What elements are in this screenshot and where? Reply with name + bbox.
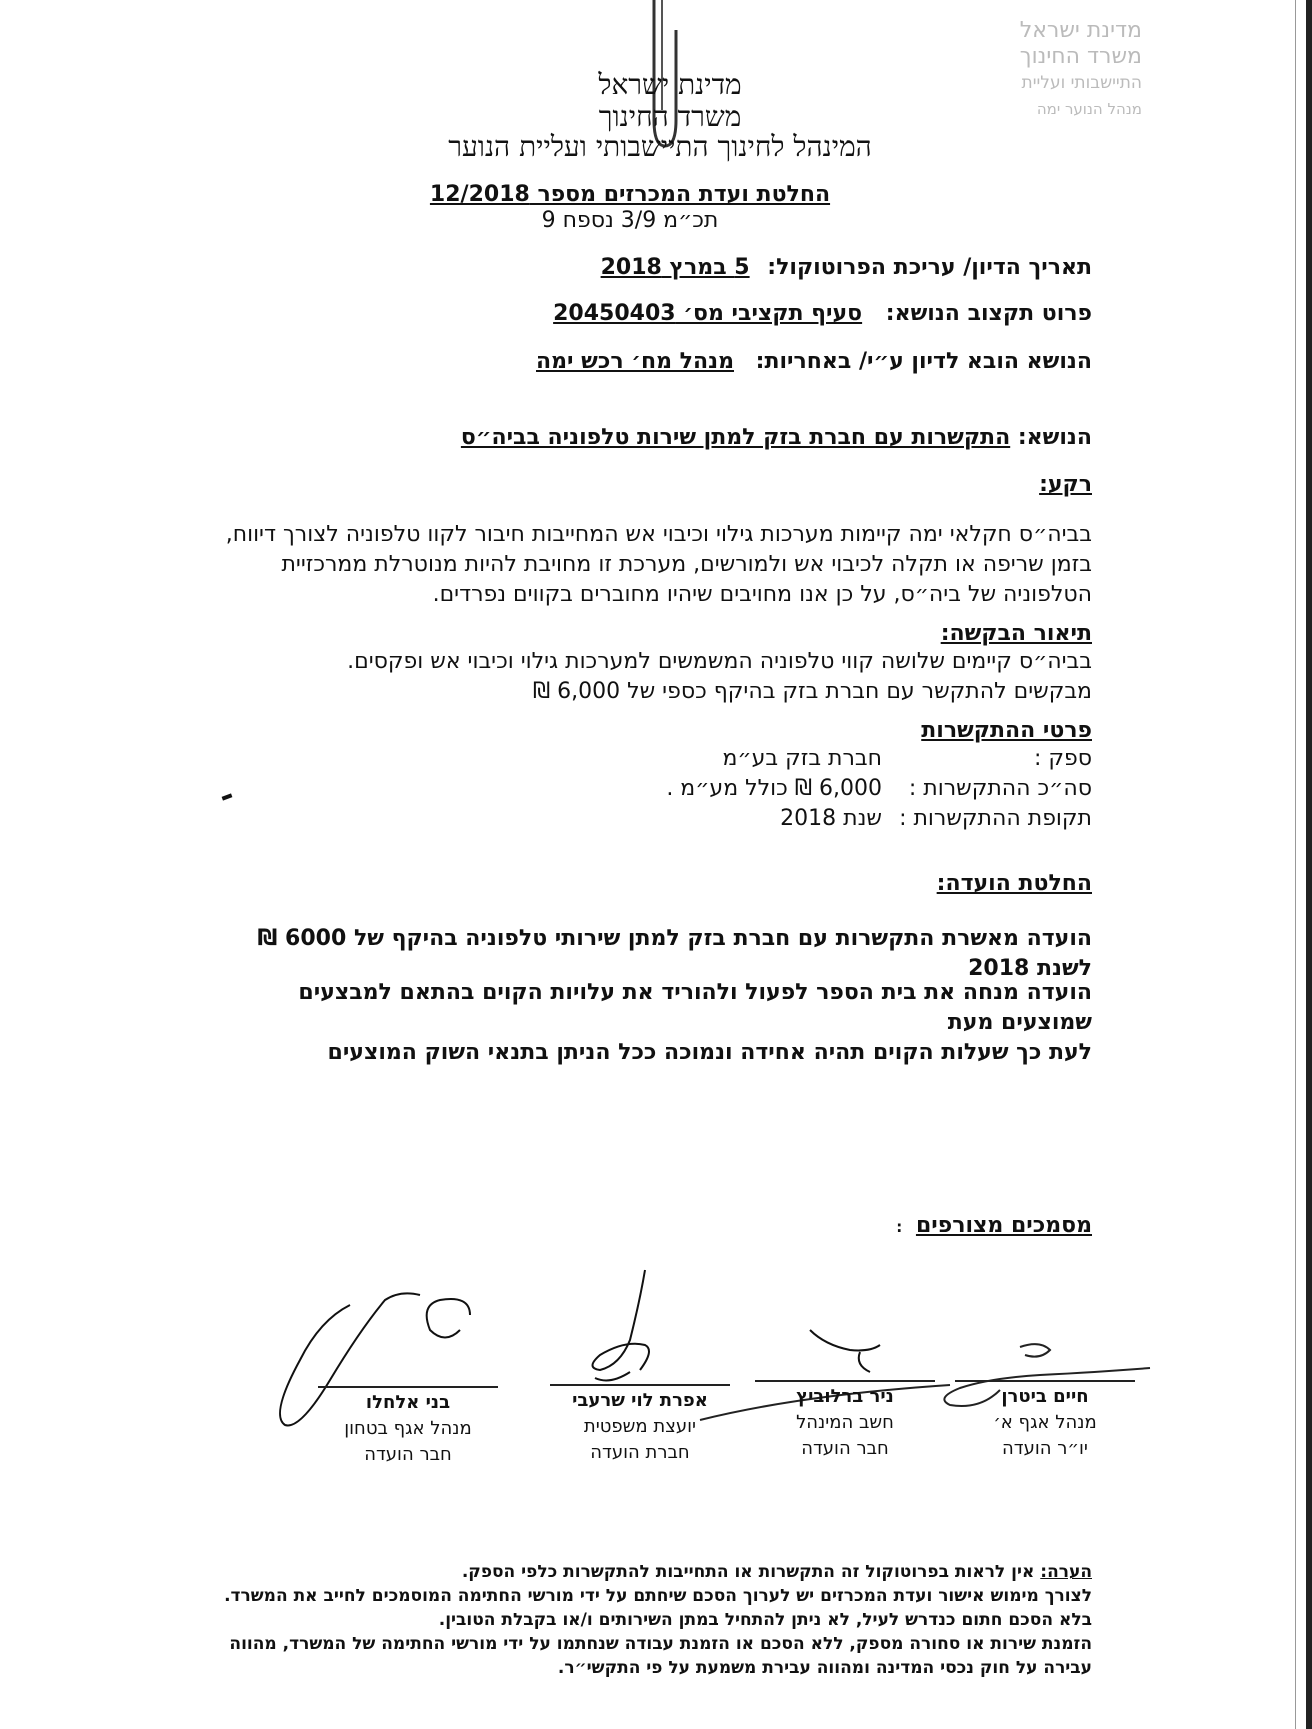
signature-scribble-3	[810, 1330, 880, 1372]
signature-scribble-2	[593, 1270, 650, 1380]
responsibility-label: הנושא הובא לדיון ע״י/ באחריות:	[755, 349, 1092, 374]
signature-block	[550, 1384, 730, 1466]
decision-paragraph-1: הועדה מאשרת התקשרות עם חברת בזק למתן שירותי טלפוניה בהיקף של 6000 ₪ לשנת 2018	[257, 926, 1092, 981]
background-line-1: בביה״ס חקלאי ימה קיימות מערכות גילוי וכיבוי אש המחייבות חיבור לקוו טלפוניה לצורך דיווח,	[225, 522, 1092, 547]
meeting-date-value: 5 במרץ 2018	[600, 255, 750, 280]
signer-name: בני אלחלו	[365, 1392, 451, 1413]
bleed-through-text: מדינת ישראל משרד החינוך התיישבותי ועליית מנהל הנוער ימה	[1019, 18, 1142, 118]
signer-role: יועצת משפטית	[583, 1416, 697, 1437]
signer-role: מנהל אגף א׳	[993, 1412, 1097, 1433]
note-line-3: בלא הסכם חתום כנדרש לעיל, לא ניתן להתחיל במתן השירותים ו/או בקבלת הטובין.	[438, 1610, 1092, 1630]
header-line-3: המינהל לחינוך התיישבותי ועליית הנוער	[448, 130, 872, 163]
signer-name: ניר ברלוביץ	[796, 1386, 894, 1407]
attachments-label: מסמכים מצורפים	[915, 1213, 1092, 1238]
header-line-2: משרד החינוך	[598, 100, 742, 133]
meeting-date-label: תאריך הדיון/ עריכת הפרוטוקול:	[767, 255, 1092, 280]
signature-block	[755, 1380, 935, 1462]
note-label: הערה:	[1040, 1562, 1092, 1582]
note-line-4: הזמנת שירות או סחורה מספק, ללא הסכם או הזמנת עבודה שנחתמו על ידי מורשי החתימה של המשרד, מהווה	[229, 1634, 1092, 1654]
signer-role: מנהל אגף בטחון	[344, 1418, 472, 1439]
engagement-key: ספק :	[1033, 746, 1092, 771]
signer-name: אפרת לוי שרעבי	[572, 1390, 708, 1411]
signer-title: חברת הועדה	[590, 1442, 690, 1463]
signature-block	[955, 1380, 1135, 1462]
note-line-2: לצורך מימוש אישור ועדת המכרזים יש לערוך הסכם שיחתם על ידי מורשי החתימה המוסמכים לחייב את המשרד.	[224, 1586, 1092, 1606]
background-line-3: הטלפוניה של ביה״ס, על כן אנו מחויבים שיהיו מחוברים בקווים נפרדים.	[432, 582, 1092, 607]
decision-line-1: הועדה מנחה את בית הספר לפעול ולהוריד את עלויות הקוים בהתאם למבצעים שמוצעים מעת	[298, 980, 1092, 1035]
signature-block	[318, 1386, 498, 1468]
engagement-value: שנת 2018	[780, 806, 882, 831]
signer-title: יו״ר הועדה	[1002, 1438, 1088, 1459]
signer-title: חבר הועדה	[364, 1444, 452, 1465]
note-line-1	[92, 1560, 1092, 1584]
note-text-1: אין לראות בפרוטוקול זה התקשרות או התחייבות להתקשרות כלפי הספק.	[461, 1562, 1041, 1582]
signer-role: חשב המינהל	[796, 1412, 894, 1433]
request-line-1: בביה״ס קיימים שלושה קווי טלפוניה המשמשים למערכות גילוי וכיבוי אש ופקסים.	[347, 649, 1092, 674]
footer-note	[92, 1560, 1092, 1680]
request-line-2: מבקשים להתקשר עם חברת בזק בהיקף כספי של 6,000 ₪	[532, 679, 1092, 704]
budget-label: פרוט תקצוב הנושא:	[885, 301, 1092, 326]
engagement-value: חברת בזק בע״מ	[722, 746, 882, 771]
background-line-2: בזמן שריפה או תקלה לכיבוי אש ולמורשים, מערכת זו מחויבת להיות מנוטרלת ממרכזיית	[281, 552, 1092, 577]
engagement-key: תקופת ההתקשרות :	[899, 806, 1092, 831]
document-subtitle: תכ״מ 3/9 נספח 9	[541, 208, 719, 233]
header-line-1: מדינת ישראל	[598, 68, 742, 101]
document-title: החלטת ועדת המכרזים מספר 12/2018	[429, 182, 831, 207]
note-line-5: עבירה על חוק נכסי המדינה ומהווה עבירת משמעת על פי התקשי״ר.	[557, 1658, 1092, 1678]
engagement-heading: פרטי ההתקשרות	[921, 718, 1092, 743]
budget-value: סעיף תקציבי מס׳ 20450403	[553, 301, 863, 326]
subject-value: התקשרות עם חברת בזק למתן שירות טלפוניה בביה״ס	[460, 425, 1011, 450]
signer-title: חבר הועדה	[801, 1438, 889, 1459]
request-heading: תיאור הבקשה:	[940, 621, 1092, 646]
signer-name: חיים ביטרן	[1001, 1386, 1089, 1407]
background-heading: רקע:	[1039, 472, 1092, 497]
responsibility-value: מנהל מח׳ רכש ימה	[536, 349, 734, 374]
engagement-value: 6,000 ₪ כולל מע״מ .	[666, 776, 882, 801]
engagement-key: סה״כ ההתקשרות :	[908, 776, 1092, 801]
attachments-colon: :	[896, 1218, 903, 1236]
decision-heading: החלטת הועדה:	[936, 871, 1092, 896]
decision-line-2: לעת כך שעלות הקוים תהיה אחידה ונמוכה ככל הניתן בתנאי השוק המוצעים	[327, 1040, 1092, 1065]
subject-label: הנושא:	[1017, 425, 1092, 450]
